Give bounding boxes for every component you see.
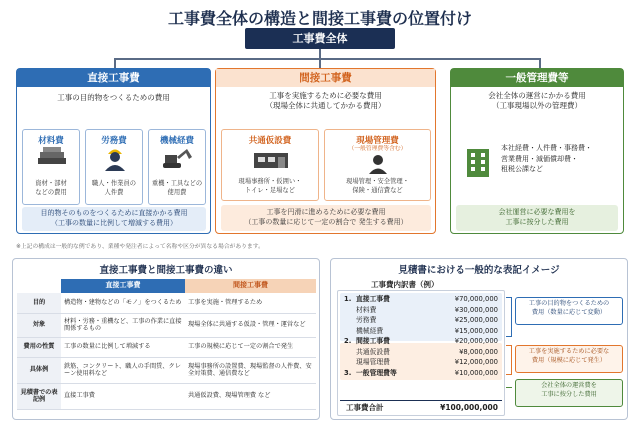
card-subtitle: （一般管理費等含む）: [348, 146, 407, 152]
connector-right: [539, 58, 541, 68]
office-building-icon: [465, 147, 491, 177]
direct-foot: 目的物そのものをつくるために直接かかる費用 （工事の数量に比例して増減する費用）: [22, 207, 206, 231]
card-title: 機械経費: [159, 136, 194, 146]
estimate-table: [342, 294, 500, 378]
estimate-panel: [330, 258, 628, 420]
bracket-direct: [506, 297, 512, 337]
estimate-row: 現場管理費 ¥12,000,000: [356, 358, 498, 366]
estimate-subtitle: 工事費内訳書（例）: [371, 280, 439, 289]
manager-icon: [367, 154, 389, 174]
col-indirect-header: 間接工事費: [185, 279, 316, 293]
note-indirect: 工事を実施するために必要な 費用（規模に応じて発生）: [515, 345, 623, 373]
general-desc: 会社全体の運営にかかる費用 （工事現場以外の管理費）: [488, 91, 586, 110]
card-desc: 重機・工具などの 使用費: [151, 180, 203, 196]
card-title: 共通仮設費: [248, 136, 292, 146]
general-foot: 会社運営に必要な費用を 工事に按分した費用: [456, 205, 618, 231]
general-admin-column: [450, 68, 624, 234]
bracket-indirect: [506, 345, 512, 375]
indirect-foot: 工事を円滑に進めるために必要な費用 （工事の数量に応じて一定の割合で 発生する費用）: [221, 205, 431, 231]
total-label: 工事費合計: [346, 403, 384, 412]
note-direct: 工事の目的物をつくるための 費用（数量に応じて変動）: [515, 297, 623, 325]
connector-vertical: [319, 49, 321, 58]
estimate-row: 労務費 ¥25,000,000: [356, 316, 498, 324]
indirect-desc: 工事を実施するために必要な費用 （現場全体に共通してかかる費用）: [265, 91, 386, 110]
table-row: 対象 材料・労務・重機など、工事の作業に直接関係するもの 現場全体に共通する仮設・管理・運営など: [17, 313, 316, 337]
lumber-icon: [37, 147, 67, 167]
total-amount: ¥100,000,000: [440, 403, 498, 412]
estimate-row: 共通仮設費 ¥8,000,000: [356, 347, 498, 356]
general-items: 本社経費・人件費・事務費・ 営業費用・減価償却費・ 租税公課など: [501, 144, 592, 173]
direct-desc: 工事の目的物をつくるための費用: [57, 93, 170, 102]
connector-left: [114, 58, 116, 68]
indirect-cost-column: [215, 68, 436, 234]
comparison-title: 直接工事費と間接工事費の違い: [99, 265, 233, 276]
estimate-sheet: [337, 290, 505, 416]
estimate-title: 見積書における一般的な表記イメージ: [398, 265, 560, 276]
card-desc: 職人・作業員の 人件費: [91, 180, 137, 196]
card-desc: 現場事務所・仮囲い・ トイレ・足場など: [238, 178, 302, 194]
table-row: 見積書での表記例 直接工事費 共通仮設費、現場管理費 など: [17, 383, 316, 409]
labor-card: [85, 129, 143, 205]
estimate-row: 3. 一般管理費等 ¥10,000,000: [344, 368, 498, 377]
indirect-header: 間接工事費: [216, 69, 435, 87]
estimate-row: 1. 直接工事費 ¥70,000,000: [344, 295, 498, 303]
machinery-card: [148, 129, 206, 205]
card-desc: 資材・部材 などの費用: [35, 180, 67, 196]
direct-cost-column: [16, 68, 211, 234]
site-office-icon: [252, 149, 290, 169]
common-temporary-card: [221, 129, 319, 201]
table-row: 具体例 鉄筋、コンクリート、職人の手間賃、クレーン使用料など 現場事務所の設置費、現場監督の人件費、安全対策費、通信費など: [17, 357, 316, 383]
excavator-icon: [161, 147, 195, 169]
card-title: 労務費: [101, 136, 127, 146]
col-direct-header: 直接工事費: [61, 279, 185, 293]
connector-horizontal: [114, 58, 540, 60]
material-card: [22, 129, 80, 205]
worker-icon: [104, 145, 126, 171]
estimate-row: 2. 間接工事費 ¥20,000,000: [344, 337, 498, 345]
direct-header: 直接工事費: [17, 69, 210, 87]
table-row: 費用の性質 工事の数量に比例して増減する 工事の規模に応じて一定の割合で発生: [17, 337, 316, 357]
comparison-table: [17, 279, 316, 410]
bracket-general: [506, 387, 512, 388]
root-node: 工事費全体: [245, 28, 395, 49]
total-row: [340, 400, 502, 414]
card-title: 現場管理費: [356, 136, 399, 146]
table-row: 目的 構造物・建物などの「モノ」をつくるため 工事を実施・管理するため: [17, 293, 316, 313]
general-header: 一般管理費等: [451, 69, 623, 87]
estimate-row: 材料費 ¥30,000,000: [356, 305, 498, 314]
site-management-card: [324, 129, 431, 201]
page-title: 工事費全体の構造と間接工事費の位置付け: [167, 9, 472, 28]
card-desc: 現場管理・安全管理・ 保険・通信費など: [346, 178, 409, 194]
comparison-panel: [12, 258, 320, 420]
card-title: 材料費: [38, 136, 64, 146]
estimate-row: 機械経費 ¥15,000,000: [356, 326, 498, 335]
footnote: ※上記の構成は一般的な例であり、業種や発注者によって名称や区分が異なる場合があります。: [16, 244, 264, 250]
connector-mid: [319, 58, 321, 68]
note-general: 会社全体の運営費を 工事に按分した費用: [515, 379, 623, 407]
